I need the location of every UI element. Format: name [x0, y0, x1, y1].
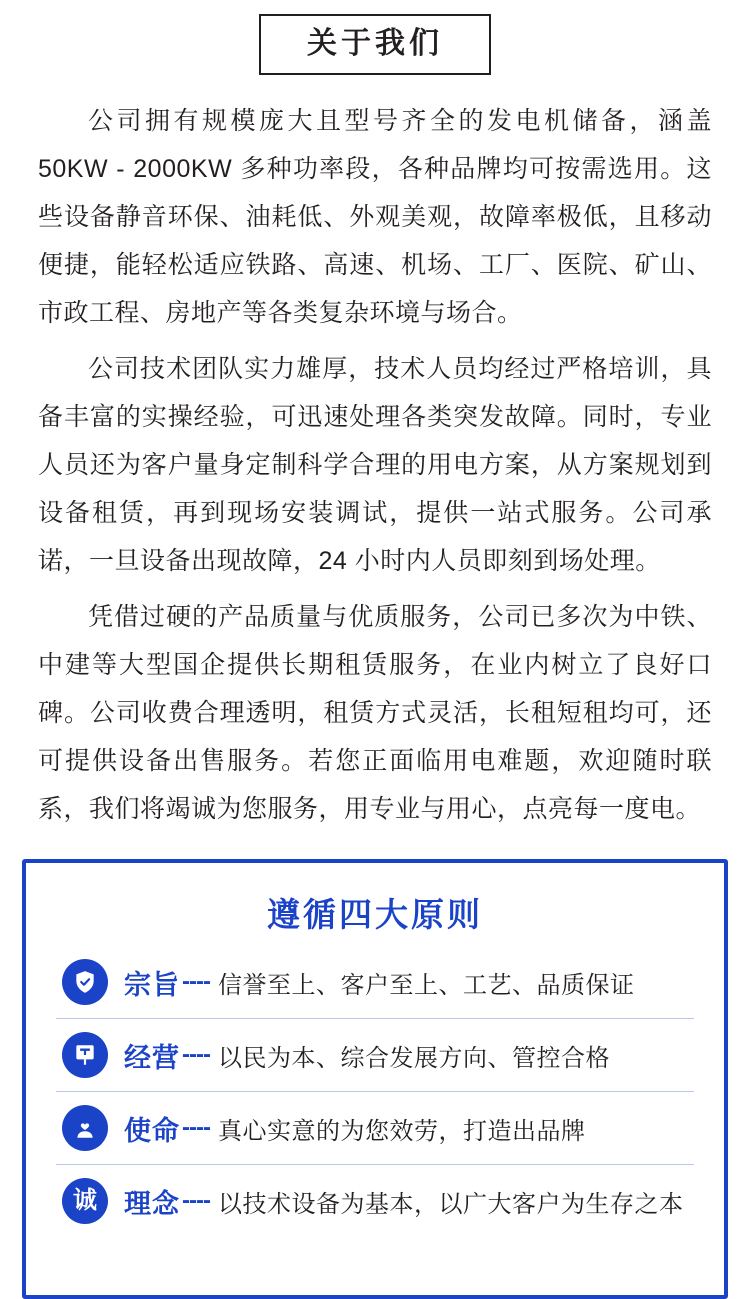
principle-dash: ----: [182, 968, 210, 995]
about-paragraph: 公司技术团队实力雄厚，技术人员均经过严格培训，具备丰富的实操经验，可迅速处理各类突发故障。同时，专业人员还为客户量身定制科学合理的用电方案，从方案规划到设备租赁，再到现场安装调试，提供一站式服务。公司承诺，一旦设备出现故障，24 小时内人员即刻到场处理。: [38, 355, 712, 575]
principle-text: 以民为本、综合发展方向、管控合格: [217, 1044, 610, 1072]
shield-icon: [62, 959, 108, 1005]
principle-label: 使命: [124, 1115, 180, 1146]
about-paragraph: 凭借过硬的产品质量与优质服务，公司已多次为中铁、中建等大型国企提供长期租赁服务，在业内树立了良好口碑。公司收费合理透明，租赁方式灵活，长租短租均可，还可提供设备出售服务。若您正面临用电难题，欢迎随时联系，我们将竭诚为您服务，用专业与用心，点亮每一度电。: [38, 603, 712, 823]
page-title-container: [0, 0, 750, 75]
hand-heart-icon: [62, 1105, 108, 1151]
list-item: [56, 1092, 694, 1165]
principle-text: 以技术设备为基本，以广大客户为生存之本: [217, 1190, 684, 1218]
principle-dash: ----: [182, 1187, 210, 1214]
principles-title: 遵循四大原则: [267, 896, 483, 933]
principles-panel: [22, 859, 728, 1299]
cheng-character-icon: [62, 1178, 108, 1224]
about-paragraph: 公司拥有规模庞大且型号齐全的发电机储备，涵盖50KW - 2000KW 多种功率段，各种品牌均可按需选用。这些设备静音环保、油耗低、外观美观，故障率极低，且移动便捷，能轻松适应铁路、高速、机场、工厂、医院、矿山、市政工程、房地产等各类复杂环境与场合。: [38, 107, 712, 327]
principle-label: 理念: [124, 1188, 180, 1219]
principle-label: 经营: [124, 1042, 180, 1073]
page-title: 关于我们: [259, 14, 491, 75]
cheng-glyph: 诚: [73, 1187, 97, 1214]
list-item: [56, 946, 694, 1019]
principles-list: [56, 946, 694, 1237]
about-body: [0, 75, 750, 833]
principle-label: 宗旨: [124, 969, 180, 1000]
list-item: [56, 1165, 694, 1237]
flag-icon: [62, 1032, 108, 1078]
principle-text: 真心实意的为您效劳，打造出品牌: [217, 1117, 586, 1145]
principle-dash: ----: [182, 1114, 210, 1141]
list-item: [56, 1019, 694, 1092]
principle-dash: ----: [182, 1041, 210, 1068]
principle-text: 信誉至上、客户至上、工艺、品质保证: [217, 971, 635, 999]
